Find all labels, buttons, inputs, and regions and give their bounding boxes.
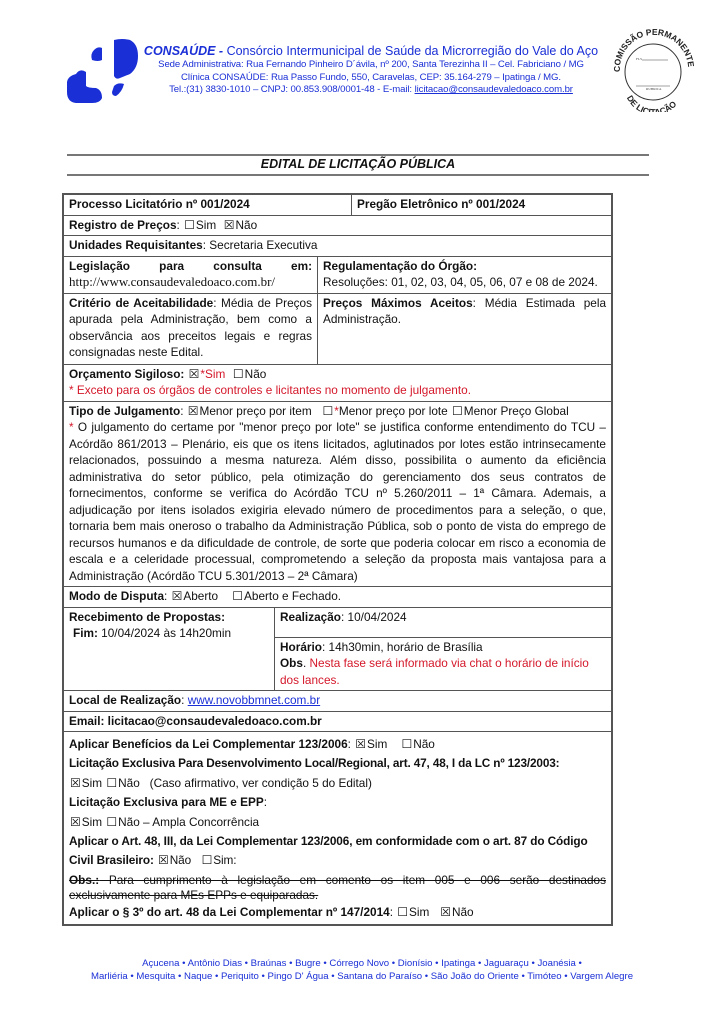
art48-label: Aplicar o Art. 48, III, da Lei Complementar 123/2006, em conformidade com o art. 87 do Código Civil Brasileiro: ☒Não ☐Sim:: [69, 834, 588, 868]
contact-email: Email: licitacao@consaudevaledoaco.com.br: [69, 713, 322, 728]
header-email-link[interactable]: licitacao@consaudevaledoaco.com.br: [414, 84, 573, 95]
org-title: CONSAÚDE - Consórcio Intermunicipal de Saúde da Microrregião do Vale do Aço: [143, 44, 599, 58]
svg-text:COMISSÃO PERMANENTE: COMISSÃO PERMANENTE: [611, 28, 697, 73]
exclusiva-regional-label: Licitação Exclusiva Para Desenvolvimento Local/Regional, art. 47, 48, I da LC nº 123/2003:: [69, 756, 560, 771]
consaude-logo: [64, 38, 140, 104]
orcamento-nao-checkbox[interactable]: ☐: [232, 366, 244, 381]
row-unidades: Unidades Requisitantes: Secretaria Executiva: [64, 236, 611, 257]
julgamento-global-checkbox[interactable]: ☐: [452, 403, 463, 418]
orcamento-note: * Exceto para os órgãos de controles e licitantes no momento de julgamento.: [69, 383, 471, 397]
title-rule-top: [67, 154, 649, 156]
registro-nao-checkbox[interactable]: ☒: [223, 217, 235, 232]
row-beneficios: Aplicar Benefícios da Lei Complementar 123/2006: ☒Sim ☐Não Licitação Exclusiva Para Desenvolvimento Local/Regional, art. 47, 48, I da LC nº 123/2003: ☒Sim ☐Não (Caso afirmativo, ver condição 5 do Edital) Licitação Exclusiva para ME e EPP: ☒Sim ☐Não – Ampla Concorrência Aplicar o Art. 48, III, da Lei Complementar 123/2006, em conformidade com o art. 87 do Código Civil Brasileiro: ☒Não ☐Sim: Obs.: Para cumprimento à legislação em comento os item 005 e 006 serão destinados exclusivamente para MEs EPPs e equiparadas. Aplicar o § 3º do art. 48 da Lei Complementar nº 147/2014: ☐Sim ☒Não: [69, 737, 606, 919]
regulamentacao-label: Regulamentação do Órgão:: [323, 258, 478, 273]
julgamento-justification: * O julgamento do certame por "menor preço por lote" se justifica conforme entendimento do TCU – Acórdão 861/2013 – Plenário, eis que os itens licitados, aglutinados por lotes estão intrinsecamente relacionados, possuindo a mesma natureza. Além disso, possibilita o aumento da eficiência administrativa do setor público, pela otimização do gerenciamento dos seus contratos de fornecimentos, conforme se verifica do Acórdão TCU nº 5.260/2011 – 1ª Câmara. Ademais, a adjudicação por itens isolados exigiria elevado número de procedimentos para a seleção, o que, tornaria bem mais oneroso o trabalho da Administração Pública, sob o ponto de vista do emprego de recursos humanos e da dificuldade de controle, de sorte que poderia colocar em risco a economia de escala e a celeridade processual, comprometendo a seleção da proposta mais vantajosa para a Administração (Acórdão TCU 5.301/2013 – 2ª Câmara): [69, 420, 606, 583]
letterhead: [140, 44, 602, 97]
me-epp-sim-checkbox[interactable]: ☒: [70, 814, 81, 829]
row-recebimento: Recebimento de Propostas: Fim: 10/04/2024 às 14h20min Realização: 10/04/2024 Horário: 14h30min, horário de Brasília Obs. Nesta fase será informado via chat o horário de início dos lances.: [64, 608, 611, 692]
regulamentacao-value: Resoluções: 01, 02, 03, 04, 05, 06, 07 e 08 de 2024.: [323, 275, 598, 289]
footer-line-2: Marliéria • Mesquita • Naque • Periquito • Pingo D' Água • Santana do Paraíso • São João do Oriente • Timóteo • Vargem Alegre: [90, 970, 634, 982]
par3-nao-checkbox[interactable]: ☒: [440, 904, 451, 919]
recebimento-label: Recebimento de Propostas:: [69, 609, 226, 624]
document-title: EDITAL DE LICITAÇÃO PÚBLICA: [260, 157, 456, 171]
art48-sim-checkbox[interactable]: ☐: [201, 853, 213, 868]
regional-nao-checkbox[interactable]: ☐: [106, 775, 118, 790]
svg-text:RUBRICA: RUBRICA: [646, 87, 662, 91]
realizacao-cell: Realização: 10/04/2024: [275, 608, 611, 638]
contact-line: Tel.:(31) 3830-1010 – CNPJ: 00.853.908/0001-48 - E-mail: licitacao@consaudevaledoaco.com.br: [169, 84, 573, 95]
clinic-line: Clínica CONSAÚDE: Rua Passo Fundo, 550, Caravelas, CEP: 35.164-279 – Ipatinga / MG.: [181, 71, 561, 83]
edital-form-table: [62, 193, 613, 926]
row-processo: [64, 195, 611, 216]
row-criterio: Critério de Aceitabilidade: Média de Preços apurada pela Administração, bem como a observância aos preceitos legais e regras consignadas neste Edital. Preços Máximos Aceitos: Média Estimada pela Administração.: [64, 294, 611, 365]
orcamento-sim-checkbox[interactable]: ☒: [188, 366, 200, 381]
commission-stamp: [608, 28, 698, 112]
row-tipo-julgamento: Tipo de Julgamento: ☒Menor preço por item ☐*Menor preço por lote ☐Menor Preço Global * O julgamento do certame por "menor preço por lote" se justifica conforme entendimento do TCU – Acórdão 861/2013 – Plenário, eis que os itens licitados, aglutinados por lotes estão intrinsecamente relacionados, possuindo a mesma natureza. Além disso, possibilita o aumento da eficiência administrativa do setor público, pela otimização do gerenciamento dos seus contratos de fornecimentos, conforme se verifica do Acórdão TCU nº 5.260/2011 – 1ª Câmara. Ademais, a adjudicação por itens isolados exigiria elevado número de procedimentos para a seleção, o que, tornaria bem mais oneroso o trabalho da Administração Pública, sob o ponto de vista do emprego de recursos humanos e da dificuldade de controle, de sorte que poderia colocar em risco a economia de escala e a celeridade processual, comprometendo a seleção da proposta mais vantajosa para a Administração (Acórdão TCU 5.301/2013 – 2ª Câmara): [64, 402, 611, 588]
legislacao-label: Legislação para consulta em:: [69, 258, 312, 273]
registro-sim-checkbox[interactable]: ☐: [184, 217, 195, 232]
horario-obs: Nesta fase será informado via chat o horário de início dos lances.: [280, 656, 589, 687]
row-registro-precos: Registro de Preços: ☐Sim ☒Não: [64, 216, 611, 237]
horario-cell: Horário: 14h30min, horário de Brasília Obs. Nesta fase será informado via chat o horário de início dos lances.: [280, 639, 589, 687]
member-municipalities: [60, 958, 664, 983]
unidades-value: Secretaria Executiva: [209, 238, 318, 252]
regional-sim-checkbox[interactable]: ☒: [70, 775, 81, 790]
disputa-aberto-checkbox[interactable]: ☒: [171, 589, 183, 603]
row-legislacao: [64, 257, 611, 294]
address-line: Sede Administrativa: Rua Fernando Pinheiro D´ávila, nº 200, Santa Terezinha II – Cel. Fabriciano / MG: [158, 59, 584, 70]
julgamento-lote-checkbox[interactable]: ☐: [322, 403, 334, 418]
disputa-aberto-fechado-checkbox[interactable]: ☐: [232, 589, 244, 603]
precos-maximos-value: Média Estimada pela Administração.: [323, 295, 607, 326]
local-link[interactable]: www.novobbmnet.com.br: [187, 693, 321, 707]
me-epp-nao-checkbox[interactable]: ☐: [106, 814, 118, 829]
legislacao-url[interactable]: http://www.consaudevaledoaco.com.br/: [69, 274, 276, 289]
par3-sim-checkbox[interactable]: ☐: [397, 904, 409, 919]
svg-text:FLS: FLS: [636, 57, 643, 61]
horario-value: 14h30min, horário de Brasília: [328, 639, 483, 654]
pregao-number: Pregão Eletrônico nº 001/2024: [351, 195, 611, 215]
logo-cross-icon: [64, 38, 140, 104]
obs-note: Obs.: Para cumprimento à legislação em comento os item 005 e 006 serão destinados exclusivamente para MEs EPPs e equiparadas.: [69, 872, 606, 902]
footer-line-1: Açucena • Antônio Dias • Braúnas • Bugre • Córrego Novo • Dionísio • Ipatinga • Jaguaraçu • Joanésia •: [142, 958, 582, 969]
julgamento-item-checkbox[interactable]: ☒: [187, 403, 199, 418]
realizacao-value: 10/04/2024: [347, 609, 407, 624]
title-rule-bottom: [67, 174, 649, 176]
row-orcamento-sigiloso: Orçamento Sigiloso: ☒*Sim ☐Não * Exceto para os órgãos de controles e licitantes no momento de julgamento.: [64, 365, 611, 402]
svg-text:DE LICITAÇÃO: DE LICITAÇÃO: [624, 93, 679, 112]
criterio-value: Média de Preços apurada pela Administração, bem como a observância aos preceitos legais e regras consignadas neste Edital.: [69, 295, 312, 359]
row-email: [64, 712, 611, 733]
beneficios-nao-checkbox[interactable]: ☐: [401, 737, 413, 751]
row-local: Local de Realização: www.novobbmnet.com.br: [64, 691, 611, 712]
recebimento-fim-value: 10/04/2024 às 14h20min: [97, 626, 232, 640]
row-modo-disputa: Modo de Disputa: ☒Aberto ☐Aberto e Fechado.: [64, 587, 611, 608]
art48-nao-checkbox[interactable]: ☒: [158, 853, 169, 868]
beneficios-sim-checkbox[interactable]: ☒: [355, 737, 366, 751]
processo-number: Processo Licitatório nº 001/2024: [69, 197, 250, 211]
